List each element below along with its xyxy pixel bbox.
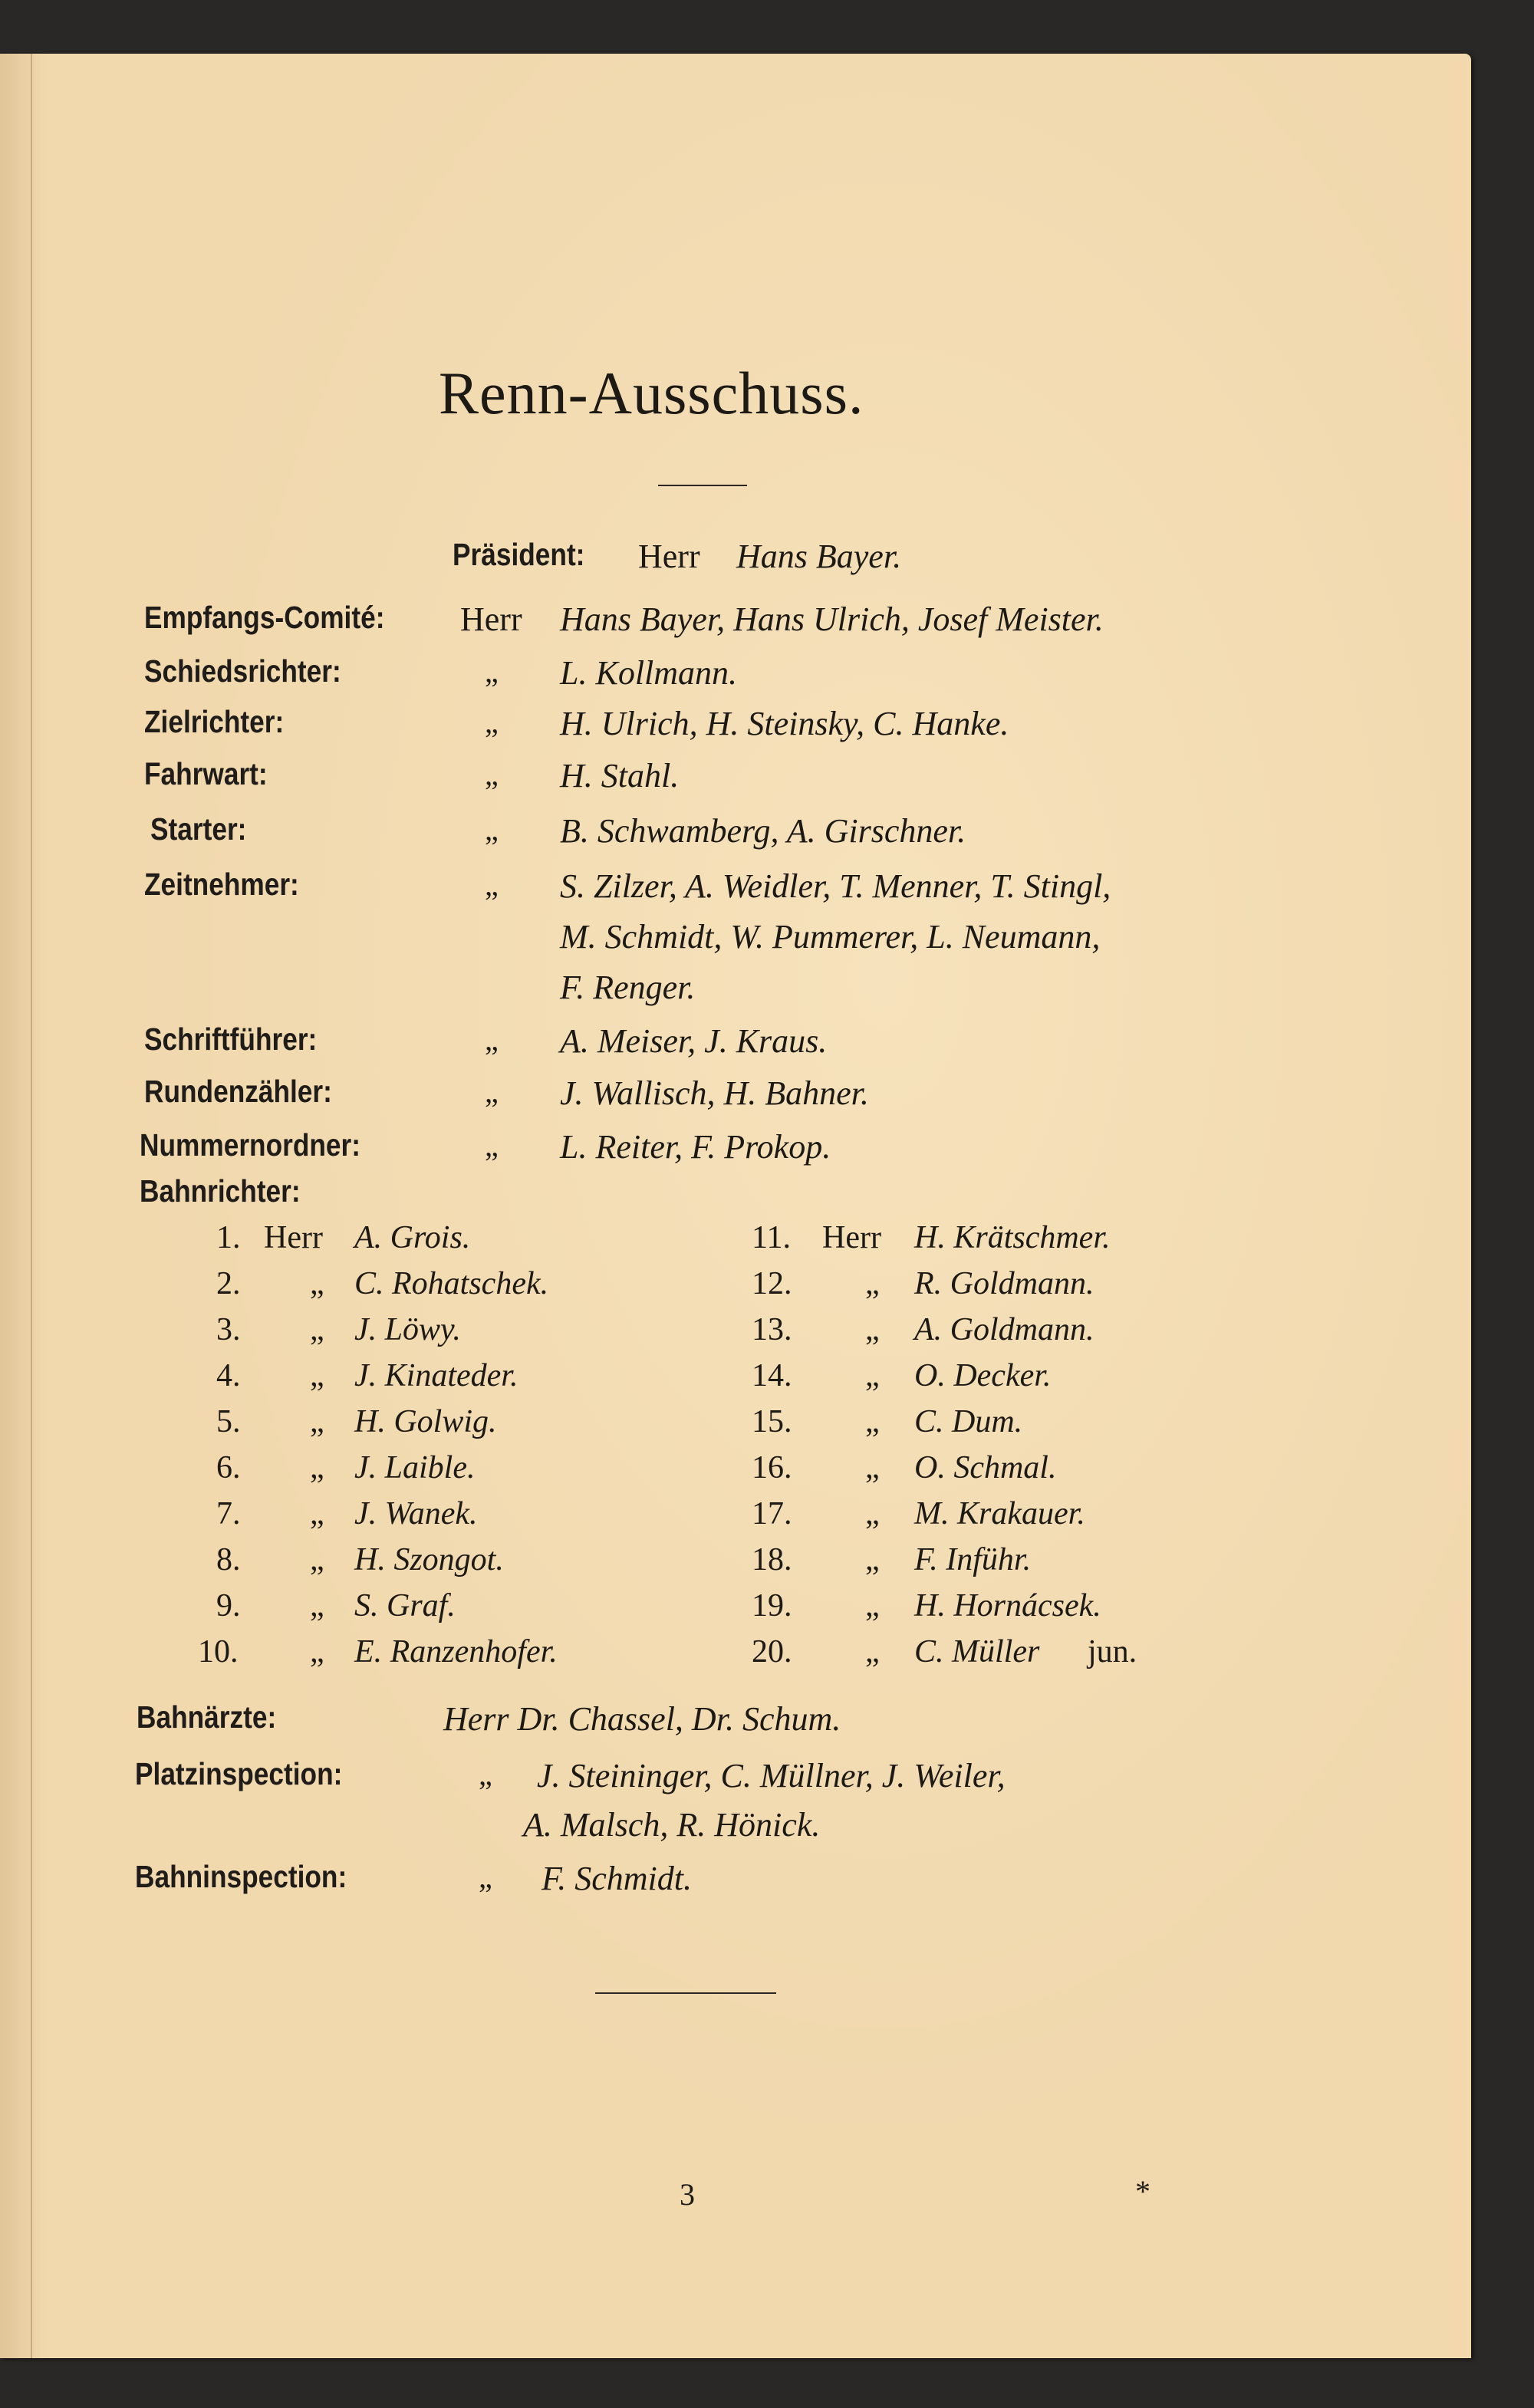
committee-prefix-4: „ (485, 812, 499, 847)
row-name: O. Decker. (914, 1358, 1052, 1393)
row-name: M. Krakauer. (914, 1496, 1085, 1531)
bahnrichter-right-row-9 (0, 1633, 1457, 1679)
row-name: C. Müller (914, 1634, 1040, 1669)
row-name: J. Wanek. (354, 1496, 478, 1531)
row-name: S. Graf. (354, 1588, 456, 1623)
page-number: 3 (680, 2177, 695, 2212)
committee-label-8: Nummernordner: (140, 1127, 360, 1163)
committee-names-0: Hans Bayer, Hans Ulrich, Josef Meister. (560, 600, 1104, 638)
president-prefix: Herr (638, 538, 700, 575)
president-name: Hans Bayer. (736, 538, 902, 575)
row-num: 15. (752, 1404, 792, 1439)
committee-label-6: Schriftführer: (144, 1021, 318, 1057)
row-prefix: „ (310, 1588, 324, 1623)
committee-label-3: Fahrwart: (144, 756, 268, 791)
committee-names-2: H. Ulrich, H. Steinsky, C. Hanke. (560, 705, 1009, 742)
row-num: 8. (216, 1542, 241, 1577)
row-num: 11. (752, 1220, 791, 1255)
row-prefix: „ (310, 1496, 324, 1531)
committee-names-5b: M. Schmidt, W. Pummerer, L. Neumann, (560, 918, 1101, 956)
row-name: A. Goldmann. (914, 1312, 1095, 1347)
committee-prefix-3: „ (485, 757, 499, 791)
row-num: 3. (216, 1312, 241, 1347)
row-prefix: „ (865, 1450, 880, 1485)
row-prefix: „ (865, 1496, 880, 1531)
bahnrichter-right-row-4 (0, 1403, 1457, 1449)
committee-label-5: Zeitnehmer: (144, 867, 299, 902)
row-prefix: „ (310, 1312, 324, 1347)
row-num: 14. (752, 1358, 792, 1393)
row-prefix: „ (310, 1634, 324, 1669)
row-num: 16. (752, 1450, 792, 1485)
bahninspection-label: Bahninspection: (135, 1859, 347, 1894)
committee-label-4: Starter: (150, 811, 247, 847)
bahnaerzte-names: Herr Dr. Chassel, Dr. Schum. (443, 1700, 841, 1738)
bahnrichter-right-row-6 (0, 1495, 1457, 1541)
committee-prefix-7: „ (485, 1074, 499, 1109)
committee-label-2: Zielrichter: (144, 704, 285, 739)
row-prefix: „ (865, 1266, 880, 1301)
bahnaerzte-label: Bahnärzte: (137, 1699, 277, 1735)
row-num: 10. (198, 1634, 239, 1669)
platzinspection-label: Platzinspection: (135, 1756, 343, 1791)
row-num: 12. (752, 1266, 792, 1301)
footer-mark: * (1135, 2174, 1150, 2209)
committee-names-5a: S. Zilzer, A. Weidler, T. Menner, T. Stingl, (560, 867, 1111, 905)
committee-names-5c: F. Renger. (560, 969, 696, 1006)
bahnrichter-right-row-3 (0, 1357, 1457, 1403)
row-prefix: „ (865, 1312, 880, 1347)
committee-names-1: L. Kollmann. (560, 654, 738, 692)
committee-names-4: B. Schwamberg, A. Girschner. (560, 812, 966, 850)
row-num: 19. (752, 1588, 792, 1623)
page-fold-shadow (31, 54, 32, 2358)
row-num: 7. (216, 1496, 241, 1531)
row-name: O. Schmal. (914, 1450, 1057, 1485)
row-num: 2. (216, 1266, 241, 1301)
bahnrichter-right-row-0 (0, 1219, 1457, 1265)
committee-prefix-5: „ (485, 867, 499, 902)
row-num: 18. (752, 1542, 792, 1577)
row-name: A. Grois. (354, 1220, 471, 1255)
row-prefix: „ (310, 1542, 324, 1577)
row-name: J. Laible. (354, 1450, 476, 1485)
row-num: 5. (216, 1404, 241, 1439)
row-prefix: Herr (822, 1220, 881, 1255)
row-prefix: „ (310, 1450, 324, 1485)
row-num: 9. (216, 1588, 241, 1623)
committee-prefix-0: Herr (460, 600, 522, 638)
platzinspection-names-b: A. Malsch, R. Hönick. (523, 1806, 821, 1844)
committee-prefix-8: „ (485, 1128, 499, 1163)
bahnrichter-right-row-1 (0, 1265, 1457, 1311)
row-prefix: „ (865, 1404, 880, 1439)
row-num: 1. (216, 1220, 241, 1255)
bahnrichter-label: Bahnrichter: (140, 1173, 301, 1209)
page-title: Renn-Ausschuss. (439, 360, 864, 426)
row-name: C. Rohatschek. (354, 1266, 549, 1301)
platzinspection-names-a: J. Steininger, C. Müllner, J. Weiler, (537, 1757, 1006, 1794)
row-prefix: „ (865, 1588, 880, 1623)
committee-label-7: Rundenzähler: (144, 1074, 332, 1109)
row-suffix: jun. (1088, 1634, 1137, 1669)
row-name: H. Szongot. (354, 1542, 504, 1577)
committee-prefix-6: „ (485, 1022, 499, 1057)
row-prefix: Herr (264, 1220, 323, 1255)
bahnrichter-right-row-5 (0, 1449, 1457, 1495)
row-prefix: „ (865, 1634, 880, 1669)
president-label: Präsident: (453, 537, 585, 572)
row-name: C. Dum. (914, 1404, 1023, 1439)
bahnrichter-right-row-7 (0, 1541, 1457, 1587)
committee-names-3: H. Stahl. (560, 757, 680, 794)
title-rule (658, 485, 747, 486)
bahnrichter-right-row-8 (0, 1587, 1457, 1633)
row-name: F. Inführ. (914, 1542, 1032, 1577)
row-name: H. Golwig. (354, 1404, 497, 1439)
row-name: J. Kinateder. (354, 1358, 518, 1393)
row-prefix: „ (310, 1266, 324, 1301)
row-name: E. Ranzenhofer. (354, 1634, 558, 1669)
row-name: R. Goldmann. (914, 1266, 1095, 1301)
row-num: 17. (752, 1496, 792, 1531)
bahninspection-prefix: „ (479, 1860, 492, 1894)
row-num: 4. (216, 1358, 241, 1393)
bahnrichter-right-row-2 (0, 1311, 1457, 1357)
row-prefix: „ (310, 1358, 324, 1393)
row-name: H. Hornácsek. (914, 1588, 1101, 1623)
committee-prefix-2: „ (485, 705, 499, 739)
platzinspection-prefix: „ (479, 1757, 492, 1791)
committee-prefix-1: „ (485, 654, 499, 689)
bahninspection-names: F. Schmidt. (542, 1860, 692, 1897)
row-num: 6. (216, 1450, 241, 1485)
row-num: 20. (752, 1634, 792, 1669)
row-num: 13. (752, 1312, 792, 1347)
committee-names-8: L. Reiter, F. Prokop. (560, 1128, 831, 1166)
row-name: H. Krätschmer. (914, 1220, 1111, 1255)
row-prefix: „ (865, 1358, 880, 1393)
row-name: J. Löwy. (354, 1312, 461, 1347)
committee-names-7: J. Wallisch, H. Bahner. (560, 1074, 869, 1112)
row-prefix: „ (310, 1404, 324, 1439)
row-prefix: „ (865, 1542, 880, 1577)
committee-label-0: Empfangs-Comité: (144, 600, 385, 635)
closing-rule (595, 1992, 776, 1994)
committee-names-6: A. Meiser, J. Kraus. (560, 1022, 828, 1060)
committee-label-1: Schiedsrichter: (144, 653, 341, 689)
